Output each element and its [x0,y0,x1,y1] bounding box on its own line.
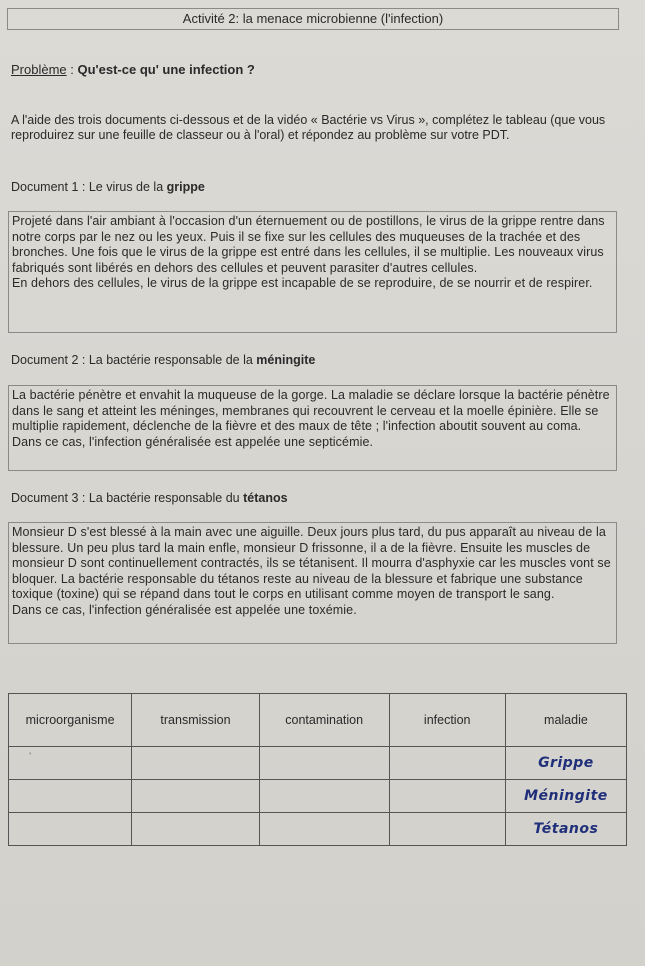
document-2-box [8,385,617,471]
document-1-box [8,211,617,333]
document-1-title-prefix: Document 1 : Le virus de la [11,180,167,194]
column-header-infection: infection [389,694,505,747]
table-cell[interactable] [9,747,132,780]
document-3-title-keyword: tétanos [243,491,288,505]
document-1-title-keyword: grippe [166,180,205,194]
column-header-contamination: contamination [259,694,389,747]
table-cell[interactable] [259,813,389,846]
document-2-paragraph: La bactérie pénètre et envahit la muqueuse de la gorge. La maladie se déclare lorsque la bactérie pénètre dans le sang et atteint les méninges, membranes qui recouvrent le cerveau et la moelle épinière. Elle se multiplie rapidement, déclenche de la fièvre et des maux de tête ; l'infection aboutit souvent au coma. [12,388,610,433]
document-3-title-prefix: Document 3 : La bactérie responsable du [11,491,244,505]
table-row [9,747,627,780]
table-row [9,813,627,846]
stray-mark: ' [29,751,31,761]
handwritten-disease: Grippe [538,755,594,771]
document-3-title [11,491,288,505]
summary-table [8,693,627,846]
table-cell[interactable] [259,747,389,780]
handwritten-disease: Tétanos [533,821,599,837]
document-2-paragraph: Dans ce cas, l'infection généralisée est appelée une septicémie. [12,434,374,449]
column-header-transmission: transmission [132,694,260,747]
problem-statement [11,62,255,77]
document-2-title-keyword: méningite [256,353,316,367]
table-cell[interactable] [9,780,132,813]
table-header-row [9,694,627,747]
column-header-microorganisme: microorganisme [9,694,132,747]
table-cell-maladie[interactable] [505,813,626,846]
column-header-maladie: maladie [505,694,626,747]
document-2-title [11,353,315,367]
document-1-paragraph: En dehors des cellules, le virus de la grippe est incapable de se reproduire, de se nourrir et de respirer. [12,276,593,290]
table-cell-maladie[interactable] [505,780,626,813]
table-cell[interactable] [9,813,132,846]
document-3-paragraph: Dans ce cas, l'infection généralisée est appelée une toxémie. [12,602,357,617]
table-cell[interactable] [259,780,389,813]
table-cell[interactable] [389,780,505,813]
table-cell[interactable] [389,813,505,846]
instructions: A l'aide des trois documents ci-dessous et de la vidéo « Bactérie vs Virus », complétez le tableau (que vous reproduirez sur une feuille de classeur ou à l'oral) et répondez au problème sur votre PDT. [11,113,606,142]
table-cell[interactable] [132,747,260,780]
problem-question: Qu'est-ce qu' une infection ? [77,62,255,77]
page-title: Activité 2: la menace microbienne (l'infection) [7,8,619,30]
document-3-paragraph: Monsieur D s'est blessé à la main avec une aiguille. Deux jours plus tard, du pus apparaît au niveau de la blessure. Un peu plus tard la main enfle, monsieur D frissonne, il a de la fièvre. Ensuite les muscles de monsieur D sont continuellement contractés, ils se tétanisent. Il mourra d'asphyxie car les muscles vont se bloquer. La bactérie responsable du tétanos reste au niveau de la blessure et fabrique une substance toxique (toxine) qui se répand dans tout le corps en utilisant comme moyen de transport le sang. [12,525,611,601]
table-row [9,780,627,813]
problem-label: Problème [11,62,67,77]
document-1-paragraph: Projeté dans l'air ambiant à l'occasion d'un éternuement ou de postillons, le virus de la grippe rentre dans notre corps par le nez ou les yeux. Puis il se fixe sur les cellules des muqueuses de la trachée et des bronches. Une fois que le virus de la grippe est entré dans les cellules, il se multiplie. Les nouveaux virus fabriqués sont libérés en dehors des cellules et peuvent parasiter d'autres cellules. [12,214,605,275]
problem-separator: : [66,62,78,77]
table-cell-maladie[interactable] [505,747,626,780]
handwritten-disease: Méningite [524,788,608,804]
document-2-title-prefix: Document 2 : La bactérie responsable de la [11,353,257,367]
table-cell[interactable] [389,747,505,780]
table-cell[interactable] [132,780,260,813]
table-cell[interactable] [132,813,260,846]
document-3-box [8,522,617,644]
document-1-title [11,180,205,194]
